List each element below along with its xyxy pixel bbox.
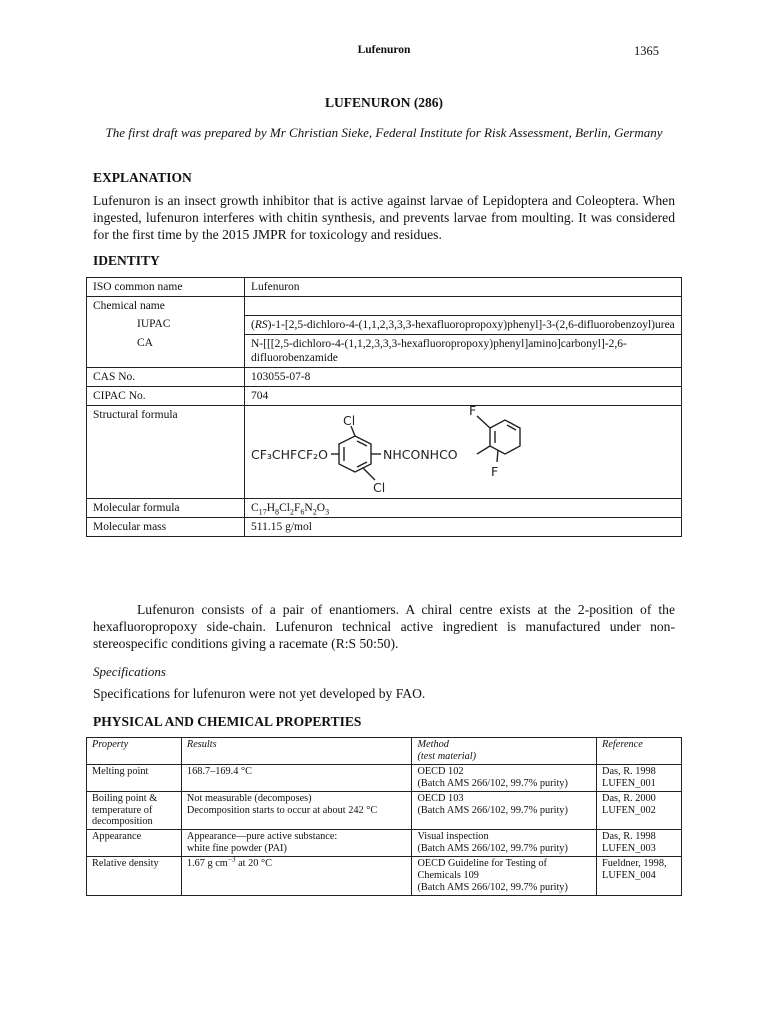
specifications-text: Specifications for lufenuron were not yet developed by FAO. <box>93 686 426 701</box>
identity-heading: IDENTITY <box>93 253 160 268</box>
cas-value: 103055-07-8 <box>245 367 682 386</box>
ca-value: N-[[[2,5-dichloro-4-(1,1,2,3,3,3-hexafluoropropoxy)phenyl]amino]carbonyl]-2,6-difluorobenzamide <box>245 334 682 367</box>
mf-n: N <box>304 501 313 514</box>
mf-o-count: 3 <box>325 506 330 516</box>
table-header-row <box>87 738 682 765</box>
molecular-mass-value: 511.15 g/mol <box>245 517 682 536</box>
cas-label: CAS No. <box>87 367 245 386</box>
col-header-results: Results <box>181 738 412 765</box>
explanation-text: Lufenuron is an insect growth inhibitor that is active against larvae of Lepidoptera and Coleoptera. When ingested, lufenuron interferes with chitin synthesis, and prevents larvae from moulting. It was considered for the first time by the 2015 JMPR for toxicology and residues. <box>93 193 675 242</box>
method-cell: OECD Guideline for Testing of Chemicals 109 (Batch AMS 266/102, 99.7% purity) <box>412 857 597 896</box>
running-header: Lufenuron <box>357 44 411 56</box>
cipac-label: CIPAC No. <box>87 386 245 405</box>
results-cell <box>181 857 412 896</box>
reference-cell: Das, R. 1998 LUFEN_003 <box>597 830 682 857</box>
method-cell: OECD 102 (Batch AMS 266/102, 99.7% purity) <box>412 764 597 791</box>
mf-c: C <box>251 501 259 514</box>
reference-cell: Das, R. 1998 LUFEN_001 <box>597 764 682 791</box>
results-cell: Not measurable (decomposes) Decomposition starts to occur at about 242 °C <box>181 791 412 830</box>
molecular-formula-label: Molecular formula <box>87 498 245 517</box>
structure-cl-top: Cl <box>343 412 356 428</box>
structural-formula-cell <box>245 405 682 498</box>
mf-f: F <box>293 501 301 514</box>
properties-table <box>86 737 682 896</box>
identity-table <box>86 277 682 537</box>
table-row <box>87 278 682 297</box>
molecular-mass-label: Molecular mass <box>87 517 245 536</box>
col-header-method: Method (test material) <box>412 738 597 765</box>
table-row <box>87 498 682 517</box>
page-number: 1365 <box>634 44 659 58</box>
mf-h-count: 8 <box>275 506 280 516</box>
structure-f-top: F <box>469 405 477 418</box>
structural-formula-diagram <box>245 406 725 498</box>
explanation-heading: EXPLANATION <box>93 170 192 185</box>
table-row <box>87 517 682 536</box>
mf-cl-count: 2 <box>289 506 294 516</box>
property-cell: Relative density <box>87 857 182 896</box>
draft-note: The first draft was prepared by Mr Christian Sieke, Federal Institute for Risk Assessment, Berlin, Germany <box>105 125 663 140</box>
structure-linker-label: NHCONHCO <box>383 446 458 462</box>
mf-c-count: 17 <box>258 506 267 516</box>
table-row <box>87 386 682 405</box>
document-title: LUFENURON (286) <box>324 95 444 110</box>
chemical-name-label: Chemical name <box>87 297 245 316</box>
cipac-value: 704 <box>245 386 682 405</box>
structure-cl-bottom: Cl <box>373 479 386 495</box>
ca-label: CA <box>87 334 245 367</box>
table-row <box>87 405 682 498</box>
table-row <box>87 791 682 830</box>
table-row <box>87 315 682 334</box>
enantiomers-text: Lufenuron consists of a pair of enantiomers. A chiral centre exists at the 2-position of the hexafluoropropoxy side-chain. Lufenuron technical active ingredient is manufactured under non-stereospecific conditions giving a racemate (R:S 50:50). <box>93 602 675 651</box>
property-cell: Boiling point & temperature of decomposition <box>87 791 182 830</box>
iso-value: Lufenuron <box>245 278 682 297</box>
mf-cl: Cl <box>279 501 290 514</box>
method-cell: Visual inspection (Batch AMS 266/102, 99.7% purity) <box>412 830 597 857</box>
table-row <box>87 297 682 316</box>
specifications-heading: Specifications <box>93 664 166 679</box>
table-row <box>87 830 682 857</box>
density-exponent: −3 <box>227 855 236 864</box>
mf-f-count: 6 <box>300 506 305 516</box>
table-row <box>87 857 682 896</box>
property-cell: Appearance <box>87 830 182 857</box>
iupac-name: )-1-[2,5-dichloro-4-(1,1,2,3,3,3-hexafluoropropoxy)phenyl]-3-(2,6-difluorobenzoyl)urea <box>267 318 675 331</box>
structural-formula-label: Structural formula <box>87 405 245 498</box>
density-value: 1.67 g cm <box>186 858 228 870</box>
iso-label: ISO common name <box>87 278 245 297</box>
table-row <box>87 764 682 791</box>
results-cell: Appearance—pure active substance: white fine powder (PAI) <box>181 830 412 857</box>
chemical-name-value <box>245 297 682 316</box>
reference-cell: Das, R. 2000 LUFEN_002 <box>597 791 682 830</box>
structure-f-bottom: F <box>491 463 499 479</box>
mf-n-count: 2 <box>312 506 317 516</box>
iupac-value: (RS)-1-[2,5-dichloro-4-(1,1,2,3,3,3-hexafluoropropoxy)phenyl]-3-(2,6-difluorobenzoyl)urea <box>245 315 682 334</box>
results-cell: 168.7–169.4 °C <box>181 764 412 791</box>
structure-chain-label: CF₃CHFCF₂O <box>251 446 329 462</box>
iupac-rs: RS <box>254 318 268 331</box>
density-condition: at 20 °C <box>235 858 272 870</box>
table-row <box>87 367 682 386</box>
col-header-property: Property <box>87 738 182 765</box>
reference-cell: Fueldner, 1998, LUFEN_004 <box>597 857 682 896</box>
physchem-heading: PHYSICAL AND CHEMICAL PROPERTIES <box>93 714 362 729</box>
mf-h: H <box>266 501 276 514</box>
molecular-formula-value <box>245 498 682 517</box>
iupac-label: IUPAC <box>87 315 245 334</box>
property-cell: Melting point <box>87 764 182 791</box>
col-header-reference: Reference <box>597 738 682 765</box>
method-cell: OECD 103 (Batch AMS 266/102, 99.7% purity) <box>412 791 597 830</box>
mf-o: O <box>316 501 326 514</box>
table-row <box>87 334 682 367</box>
